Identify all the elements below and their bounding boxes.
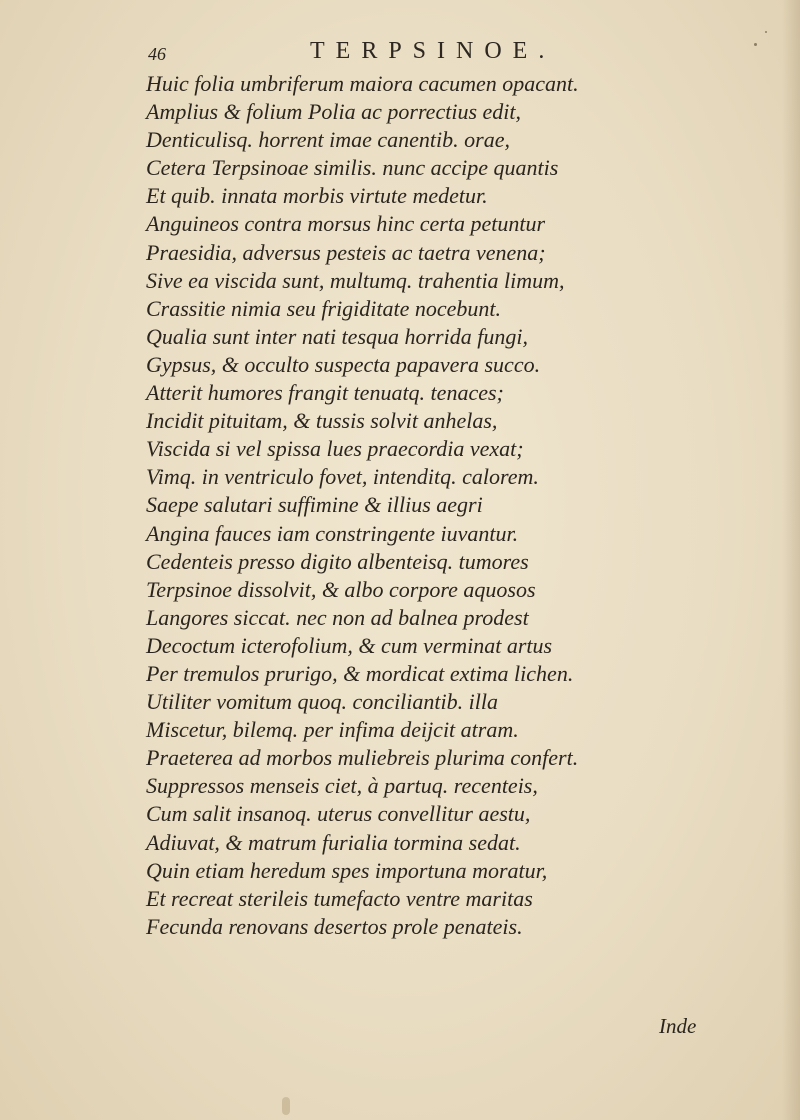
verse-line: Utiliter vomitum quoq. conciliantib. illa xyxy=(146,689,498,715)
ink-speck xyxy=(765,31,767,33)
verse-line: Crassitie nimia seu frigiditate nocebunt. xyxy=(146,295,502,321)
verse-line: Atterit humores frangit tenuatq. tenaces; xyxy=(146,380,504,406)
verse-line: Cedenteis presso digito albenteisq. tumores xyxy=(146,548,529,574)
verse-line: Praeterea ad morbos muliebreis plurima confert. xyxy=(146,745,579,771)
paper-stain xyxy=(282,1097,290,1115)
verse-line: Fecunda renovans desertos prole penateis. xyxy=(146,913,523,939)
verse-line: Sive ea viscida sunt, multumq. trahentia limum, xyxy=(146,267,565,293)
verse-text-block xyxy=(146,70,706,941)
verse-line: Angina fauces iam constringente iuvantur. xyxy=(146,520,519,546)
verse-line: Miscetur, bilemq. per infima deijcit atram. xyxy=(146,717,519,743)
page-header xyxy=(148,38,618,68)
verse-line: Incidit pituitam, & tussis solvit anhelas, xyxy=(146,408,498,434)
ink-speck xyxy=(754,43,757,46)
verse-line: Cum salit insanoq. uterus convellitur aestu, xyxy=(146,801,531,827)
page-edge-shadow xyxy=(782,0,800,1120)
verse-line: Vimq. in ventriculo fovet, intenditq. calorem. xyxy=(146,464,539,490)
verse-line: Adiuvat, & matrum furialia tormina sedat. xyxy=(146,829,521,855)
verse-line: Et quib. innata morbis virtute medetur. xyxy=(146,183,488,209)
running-head: TERPSINOE. xyxy=(310,38,556,64)
verse-line: Qualia sunt inter nati tesqua horrida fungi, xyxy=(146,323,528,349)
verse-line: Per tremulos prurigo, & mordicat extima lichen. xyxy=(146,660,574,686)
catchword: Inde xyxy=(659,1014,697,1038)
verse-line: Cetera Terpsinoae similis. nunc accipe quantis xyxy=(146,155,559,181)
verse-line: Viscida si vel spissa lues praecordia vexat; xyxy=(146,436,524,462)
verse-line: Decoctum icterofolium, & cum verminat artus xyxy=(146,632,553,658)
verse-line: Gypsus, & occulto suspecta papavera succo. xyxy=(146,351,541,377)
verse-line: Quin etiam heredum spes importuna moratur, xyxy=(146,857,548,883)
verse-line: Huic folia umbriferum maiora cacumen opacant. xyxy=(146,71,579,96)
verse-line: Suppressos menseis ciet, à partuq. recenteis, xyxy=(146,773,538,799)
verse-line: Amplius & folium Polia ac porrectius edit, xyxy=(146,99,521,125)
verse-line: Langores siccat. nec non ad balnea prodest xyxy=(146,604,529,630)
page-number: 46 xyxy=(148,44,166,64)
verse-line: Praesidia, adversus pesteis ac taetra venena; xyxy=(146,239,546,265)
verse-line: Et recreat sterileis tumefacto ventre maritas xyxy=(146,885,533,911)
verse-line: Saepe salutari suffimine & illius aegri xyxy=(146,492,483,518)
verse-line: Anguineos contra morsus hinc certa petuntur xyxy=(146,211,546,237)
verse-line: Terpsinoe dissolvit, & albo corpore aquosos xyxy=(146,576,536,602)
verse-line: Denticulisq. horrent imae canentib. orae, xyxy=(146,127,510,153)
